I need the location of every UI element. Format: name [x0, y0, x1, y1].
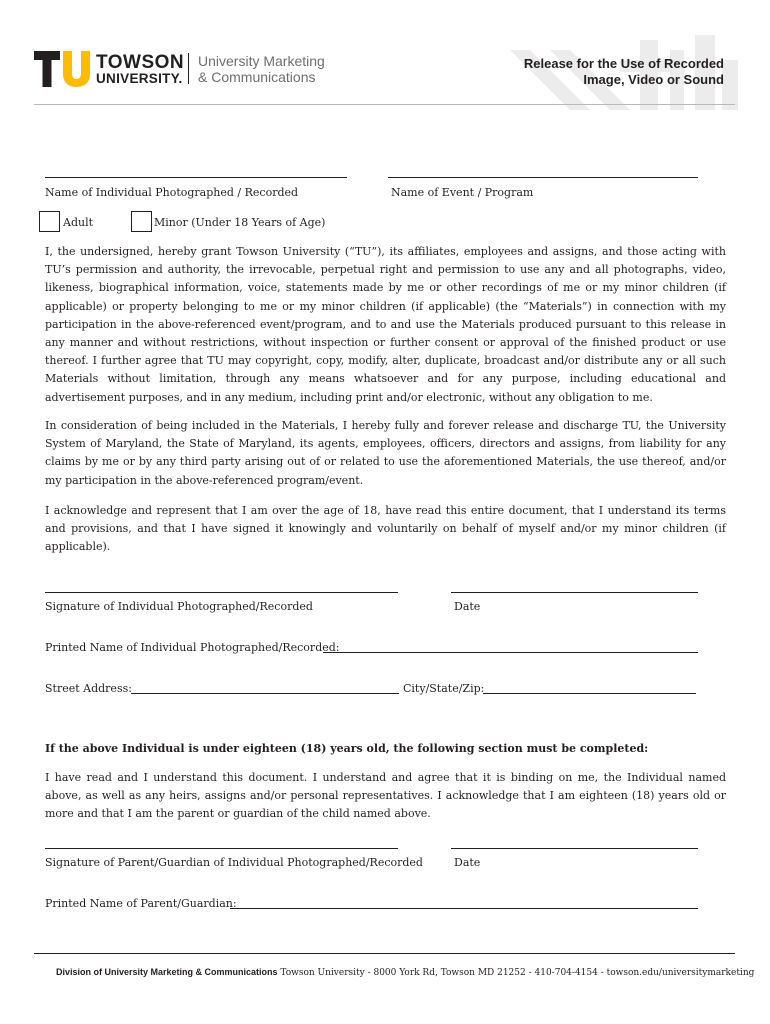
adult-label: Adult	[63, 216, 94, 229]
minor-label: Minor (Under 18 Years of Age)	[154, 216, 326, 229]
form-title-line-1: Release for the Use of Recorded	[523, 56, 724, 71]
department-line-2: & Communications	[198, 69, 316, 85]
form-title	[464, 56, 724, 88]
city-state-zip-label: City/State/Zip:	[403, 682, 485, 695]
grant-paragraph: I, the undersigned, hereby grant Towson University (“TU”), its affiliates, employees and assigns, and those acting with TU’s permission and authority, the irrevocable, perpetual right and permission to use any and all photographs, video, likeness, biographical information, voice, statements made by me or other recordings of me or my minor children (if applicable) or property belonging to me or my minor children (if applicable) (the “Materials”) in connection with my participation in the above-referenced event/program, and to and use the Materials produced pursuant to this release in any manner and without restrictions, without inspection or further consent or approval of the finished product or use thereof. I further agree that TU may copyright, copy, modify, alter, duplicate, broadcast and/or distribute any or all such Materials without limitation, through any means whatsoever and for any purpose, including educational and advertisement purposes, and in any medium, including print and/or electronic, without any obligation to me.	[45, 245, 726, 404]
tu-logo-icon	[34, 51, 90, 87]
acknowledge-paragraph: I acknowledge and represent that I am over the age of 18, have read this entire document, that I understand its terms and provisions, and that I have signed it knowingly and voluntarily on behalf of myself and/or my minor children (if applicable).	[45, 504, 726, 554]
date-line[interactable]	[451, 592, 698, 593]
guardian-name-label: Printed Name of Parent/Guardian:	[45, 897, 237, 910]
guardian-paragraph: I have read and I understand this document. I understand and agree that it is binding on me, the Individual named above, as well as any heirs, assigns and/or personal representatives. I acknowledge that I am eighteen (18) years old or more and that I am the parent or guardian of the child named above.	[45, 771, 726, 821]
event-name-label: Name of Event / Program	[391, 186, 534, 199]
event-name-line[interactable]	[388, 177, 698, 178]
date-label: Date	[454, 600, 481, 613]
guardian-signature-label: Signature of Parent/Guardian of Individual Photographed/Recorded	[45, 856, 423, 869]
adult-checkbox[interactable]	[39, 211, 60, 232]
footer-department: Division of University Marketing & Communications	[56, 967, 278, 977]
logo-divider	[188, 53, 189, 84]
guardian-date-label: Date	[454, 856, 481, 869]
individual-name-label: Name of Individual Photographed / Recorded	[45, 186, 299, 199]
footer	[56, 967, 754, 978]
individual-name-line[interactable]	[45, 177, 347, 178]
release-paragraph: In consideration of being included in the Materials, I hereby fully and forever release and discharge TU, the University System of Maryland, the State of Maryland, its agents, employees, officers, directors and assigns, from liability for any claims by me or by any third party arising out of or related to use the aforementioned Materials, the use thereof, and/or my participation in the above-referenced program/event.	[45, 419, 726, 487]
minor-section-heading: If the above Individual is under eighteen (18) years old, the following section must be completed:	[45, 742, 649, 755]
printed-name-line[interactable]	[323, 652, 698, 653]
signature-line[interactable]	[45, 592, 398, 593]
street-address-label: Street Address:	[45, 682, 132, 695]
logo-wordmark-towson: TOWSON	[96, 52, 185, 73]
guardian-signature-line[interactable]	[45, 848, 398, 849]
logo-wordmark-university: UNIVERSITY.	[96, 71, 183, 86]
department-name	[198, 53, 358, 85]
guardian-date-line[interactable]	[451, 848, 698, 849]
signature-label: Signature of Individual Photographed/Recorded	[45, 600, 313, 613]
guardian-name-line[interactable]	[230, 908, 698, 909]
street-address-line[interactable]	[131, 693, 399, 694]
minor-checkbox[interactable]	[131, 211, 152, 232]
header-divider	[34, 104, 735, 105]
printed-name-label: Printed Name of Individual Photographed/Recorded:	[45, 641, 340, 654]
city-state-zip-line[interactable]	[483, 693, 696, 694]
footer-divider	[34, 953, 735, 954]
footer-address: Towson University - 8000 York Rd, Towson MD 21252 - 410-704-4154 - towson.edu/universitymarketing	[280, 968, 755, 978]
form-title-line-2: Image, Video or Sound	[583, 72, 724, 87]
department-line-1: University Marketing	[198, 53, 325, 69]
